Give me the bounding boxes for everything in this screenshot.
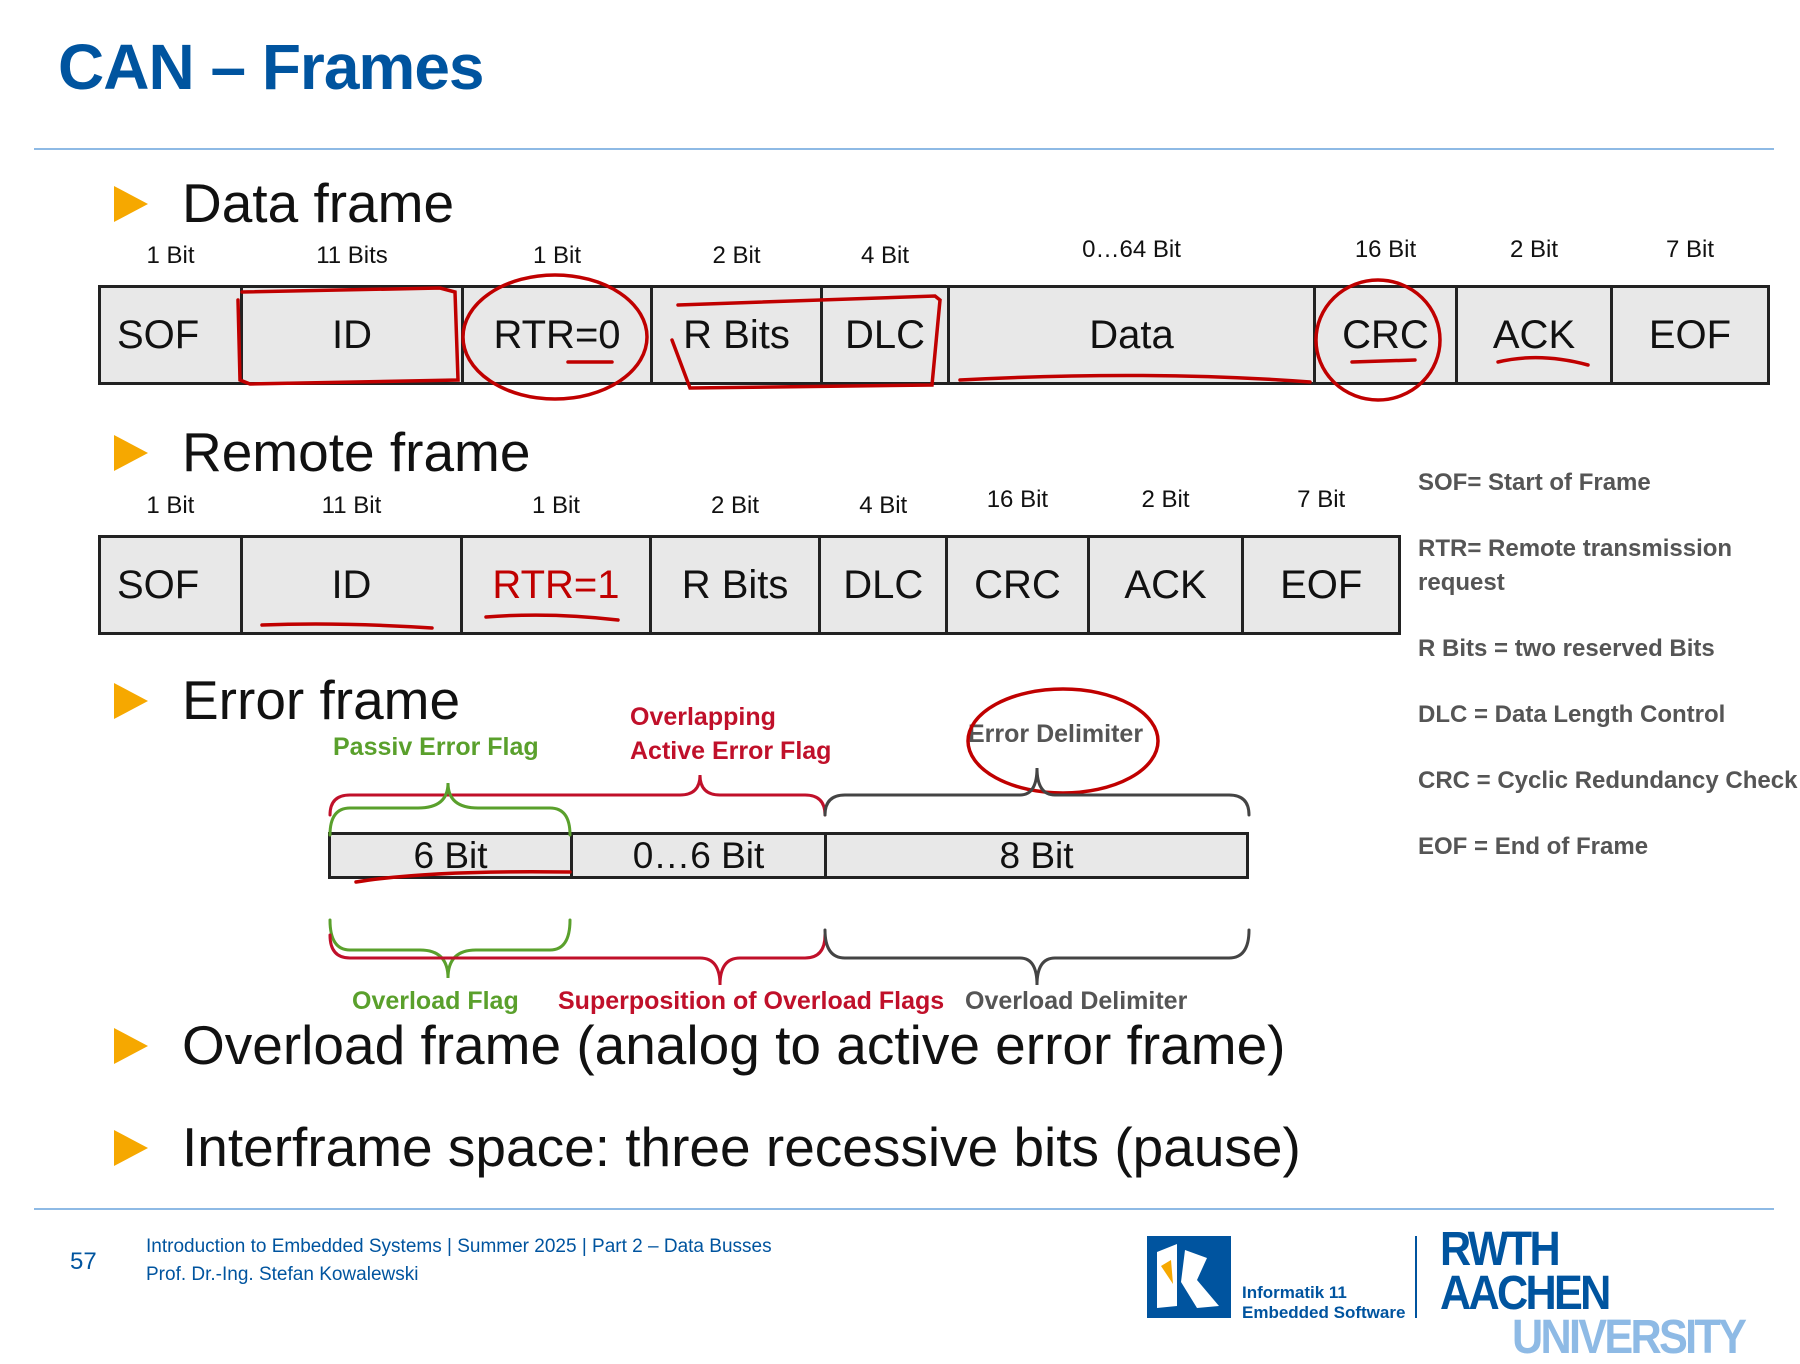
overlapping-label-2: Active Error Flag <box>630 737 832 765</box>
overload-flag-bottom-brace <box>330 920 570 978</box>
six-bit-underline <box>356 872 570 882</box>
legend-rtr-2: request <box>1418 569 1505 596</box>
rtr1-underline <box>486 615 618 620</box>
informatik-logo <box>1147 1236 1231 1318</box>
passive-top-brace <box>330 783 570 835</box>
superposition-bottom-brace <box>330 935 825 985</box>
error-delimiter-label: Error Delimiter <box>968 720 1144 748</box>
id-box-annotation <box>238 288 458 384</box>
field-sof: 1 Bit SOF <box>101 288 243 382</box>
overload-delimiter-bottom-brace <box>825 930 1249 985</box>
legend-rbits: R Bits = two reserved Bits <box>1418 635 1715 662</box>
field-r-bits: 2 Bit R Bits <box>652 538 822 632</box>
ack-underline <box>1498 358 1588 365</box>
field-dlc: 4 Bit DLC <box>821 538 948 632</box>
bullet-text: Error frame <box>182 669 461 731</box>
field-crc: 16 Bit CRC <box>1316 288 1458 382</box>
field-eof: 7 Bit EOF <box>1280 486 1363 607</box>
footer-course: Introduction to Embedded Systems | Summer 2025 | Part 2 – Data Busses <box>146 1236 772 1257</box>
legend-sof: SOF= Start of Frame <box>1418 469 1651 496</box>
bullet-text: Overload frame (analog to active error frame) <box>182 1014 1286 1076</box>
superposition-label: Superposition of Overload Flags <box>558 987 945 1015</box>
page-title: CAN – Frames <box>58 31 484 103</box>
rwth-logo <box>1440 1223 1745 1364</box>
field-ack: 2 Bit ACK <box>1458 288 1613 382</box>
field-dlc: 4 Bit DLC <box>823 288 950 382</box>
institute-line2: Embedded Software <box>1242 1303 1406 1322</box>
field-id: 11 Bit ID <box>243 538 463 632</box>
field-delimiter: 8 Bit <box>999 834 1074 876</box>
legend-rtr-1: RTR= Remote transmission <box>1418 535 1733 562</box>
crc-underline <box>1352 360 1415 362</box>
legend-eof: EOF = End of Frame <box>1418 833 1649 860</box>
institute-line1: Informatik 11 <box>1242 1283 1347 1302</box>
footer-author: Prof. Dr.-Ing. Stefan Kowalewski <box>146 1264 419 1285</box>
institute-logo-icon <box>1147 1236 1231 1318</box>
footer-divider <box>34 1208 1774 1210</box>
field-superposition: 0…6 Bit <box>573 835 827 876</box>
bullet-text: Remote frame <box>182 421 531 483</box>
field-id: 11 Bits ID <box>243 288 464 382</box>
bullet-text: Data frame <box>182 172 455 234</box>
field-crc: 16 Bit CRC <box>948 538 1090 632</box>
field-r-bits: 2 Bit R Bits <box>653 288 823 382</box>
error-delimiter-circle-annotation <box>968 689 1158 793</box>
overlapping-label-1: Overlapping <box>630 703 776 731</box>
field-data: 0…64 Bit Data <box>950 288 1316 382</box>
data-underline <box>960 375 1310 382</box>
field-error-flag: 6 Bit <box>331 835 573 876</box>
rbits-dlc-box-annotation <box>672 296 940 388</box>
rwth-line2: UNIVERSITY <box>1512 1311 1745 1364</box>
logo-separator <box>1415 1236 1417 1318</box>
field-ack: 2 Bit ACK <box>1090 538 1245 632</box>
bullet-text: Interframe space: three recessive bits (pause) <box>182 1116 1301 1178</box>
rtr-circle-annotation <box>463 275 647 399</box>
field-sof: 1 Bit SOF <box>101 538 243 632</box>
rwth-line1: RWTH AACHEN <box>1440 1223 1609 1320</box>
field-eof: 7 Bit EOF <box>1648 236 1732 357</box>
overload-flag-label: Overload Flag <box>352 987 519 1015</box>
field-rtr: 1 Bit RTR=0 <box>464 288 653 382</box>
field-rtr: 1 Bit RTR=1 <box>463 538 652 632</box>
id-remote-underline <box>262 624 432 628</box>
page-number: 57 <box>70 1248 97 1275</box>
passive-error-flag-label: Passiv Error Flag <box>333 733 539 761</box>
crc-circle-annotation <box>1316 280 1440 400</box>
legend-crc: CRC = Cyclic Redundancy Check <box>1418 767 1798 794</box>
overload-delimiter-label: Overload Delimiter <box>965 987 1188 1015</box>
legend-dlc: DLC = Data Length Control <box>1418 701 1726 728</box>
